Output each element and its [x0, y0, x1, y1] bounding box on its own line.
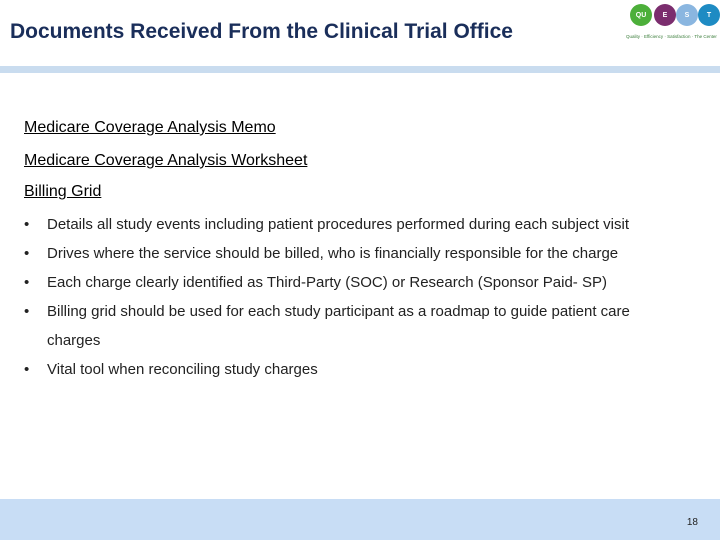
bullet-icon: • [24, 361, 30, 378]
list-item [24, 297, 684, 355]
bullet-icon: • [24, 216, 30, 233]
bullet-text: Billing grid should be used for each study participant as a roadmap to guide patient care charges [47, 303, 630, 349]
logo-circle-t: T [698, 4, 720, 26]
bullet-list [24, 210, 684, 384]
heading-coverage-memo[interactable]: Medicare Coverage Analysis Memo [24, 119, 276, 136]
header-rule [0, 66, 720, 73]
list-item [24, 355, 684, 384]
logo-circle-s: S [676, 4, 698, 26]
bullet-text: Drives where the service should be billed, who is financially responsible for the charge [47, 245, 619, 262]
bullet-icon: • [24, 303, 30, 320]
bullet-icon: • [24, 245, 30, 262]
slide-title: Documents Received From the Clinical Trial Office [10, 20, 513, 43]
heading-billing-grid[interactable]: Billing Grid [24, 183, 102, 200]
bullet-text: Vital tool when reconciling study charges [47, 361, 318, 378]
footer-band [0, 499, 720, 540]
bullet-icon: • [24, 274, 30, 291]
page-number: 18 [686, 517, 698, 528]
bullet-text: Details all study events including patient procedures performed during each subject visit [47, 216, 629, 233]
list-item [24, 268, 684, 297]
list-item [24, 210, 684, 239]
list-item [24, 239, 684, 268]
quest-logo [622, 2, 718, 48]
logo-circle-qu: QU [630, 4, 652, 26]
logo-tagline: Quality · Efficiency · Satisfaction · The Center [626, 34, 717, 39]
logo-circle-e: E [654, 4, 676, 26]
bullet-text: Each charge clearly identified as Third-Party (SOC) or Research (Sponsor Paid- SP) [47, 274, 607, 291]
heading-coverage-worksheet[interactable]: Medicare Coverage Analysis Worksheet [24, 152, 308, 169]
